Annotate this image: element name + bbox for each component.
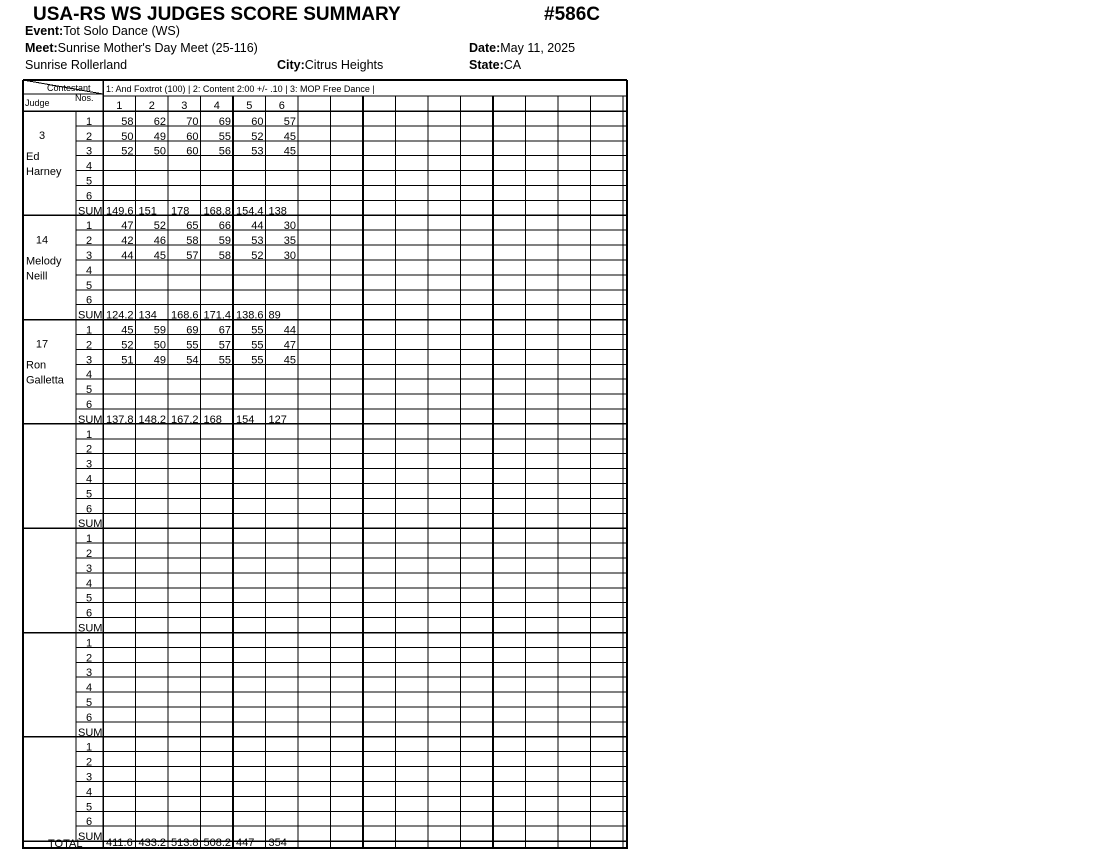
sum-cell: 127 <box>268 413 287 426</box>
contestant-number: 4 <box>213 100 220 112</box>
sum-cell: 138 <box>268 205 287 218</box>
rink-name: Sunrise Rollerland <box>25 58 128 72</box>
score-cell: 69 <box>218 115 231 128</box>
judge-first-name: Ron <box>26 359 47 372</box>
score-cell: 55 <box>251 354 264 367</box>
row-number: 2 <box>86 235 93 248</box>
score-cell: 45 <box>283 354 296 367</box>
total-cell: 411.6 <box>106 837 133 849</box>
score-cell: 70 <box>186 115 199 128</box>
contestant-number: 6 <box>278 100 285 112</box>
sum-cell: 154 <box>236 413 255 426</box>
contestant-number: 5 <box>246 100 253 112</box>
state-label: State: <box>469 58 504 72</box>
row-number: 1 <box>86 324 93 337</box>
row-number: 1 <box>86 741 93 754</box>
row-number: 5 <box>86 592 93 605</box>
judge-last-name: Harney <box>26 166 62 178</box>
row-number: 1 <box>86 115 93 128</box>
score-cell: 58 <box>218 250 231 262</box>
sum-cell: 151 <box>138 205 157 218</box>
score-cell: 52 <box>251 250 264 262</box>
score-cell: 58 <box>121 115 134 128</box>
judge-number: 14 <box>35 234 49 247</box>
score-cell: 30 <box>283 220 296 233</box>
row-number: 3 <box>86 354 93 367</box>
score-cell: 50 <box>153 339 166 352</box>
score-cell: 45 <box>153 250 166 262</box>
row-number: 4 <box>86 369 93 382</box>
city-label: City: <box>277 58 305 72</box>
judge-number: 17 <box>35 338 49 351</box>
row-number: 2 <box>86 339 93 352</box>
row-number: 2 <box>86 652 93 665</box>
total-cell: 354 <box>268 837 287 849</box>
row-number: 5 <box>86 801 93 814</box>
sum-cell: 167.2 <box>171 413 199 426</box>
score-cell: 56 <box>218 145 231 158</box>
meet-value: Sunrise Mother's Day Meet (25-116) <box>57 41 258 55</box>
score-cell: 57 <box>283 115 296 128</box>
corner-contestant-label: Contestant <box>47 83 91 93</box>
score-cell: 53 <box>251 145 264 158</box>
row-number: 6 <box>86 711 93 724</box>
score-cell: 57 <box>186 250 199 262</box>
judge-first-name: Melody <box>26 255 62 268</box>
event-label: Event: <box>25 24 64 38</box>
score-cell: 55 <box>251 324 264 337</box>
score-cell: 58 <box>186 235 199 248</box>
state-value: CA <box>503 58 522 72</box>
event-value: Tot Solo Dance (WS) <box>63 24 180 38</box>
sum-row-label: SUM <box>78 726 103 739</box>
sum-row-label: SUM <box>78 413 103 426</box>
row-number: 3 <box>86 145 93 158</box>
sum-cell: 168.8 <box>203 205 232 218</box>
score-cell: 44 <box>283 324 296 337</box>
row-number: 5 <box>86 697 93 709</box>
total-label: TOTAL <box>48 838 83 850</box>
score-cell: 54 <box>186 354 199 367</box>
row-number: 4 <box>86 786 93 799</box>
score-cell: 69 <box>186 324 199 337</box>
score-cell: 44 <box>121 250 134 262</box>
score-cell: 52 <box>153 220 166 233</box>
score-cell: 55 <box>251 339 264 352</box>
sum-cell: 134 <box>138 309 157 322</box>
sum-row-label: SUM <box>78 831 103 844</box>
row-number: 3 <box>86 250 93 262</box>
date-label: Date: <box>469 41 501 55</box>
row-number: 2 <box>86 443 93 456</box>
row-number: 4 <box>86 264 93 277</box>
judge-first-name: Ed <box>26 151 40 163</box>
total-cell: 508.2 <box>203 837 232 849</box>
row-number: 6 <box>86 294 93 307</box>
row-number: 3 <box>86 562 93 575</box>
row-number: 6 <box>86 607 93 620</box>
row-number: 6 <box>86 816 93 829</box>
row-number: 5 <box>86 384 93 397</box>
total-cell: 447 <box>236 837 255 849</box>
score-cell: 46 <box>153 235 166 248</box>
contestant-number: 3 <box>181 100 188 112</box>
sum-cell: 168 <box>203 413 222 426</box>
score-cell: 30 <box>283 250 296 262</box>
row-number: 3 <box>86 771 93 784</box>
row-number: 2 <box>86 130 93 143</box>
score-cell: 55 <box>186 339 199 352</box>
score-cell: 66 <box>218 220 231 233</box>
event-legend: 1: And Foxtrot (100) | 2: Content 2:00 +/- .10 | 3: MOP Free Dance | <box>106 84 375 94</box>
row-number: 4 <box>86 160 93 173</box>
date-value: May 11, 2025 <box>500 41 576 55</box>
score-cell: 55 <box>218 130 231 143</box>
row-number: 5 <box>86 175 93 188</box>
city-value: Citrus Heights <box>304 58 384 72</box>
score-cell: 45 <box>121 324 134 337</box>
score-cell: 47 <box>121 220 134 233</box>
score-cell: 60 <box>186 145 199 158</box>
sum-row-label: SUM <box>78 518 103 531</box>
score-cell: 35 <box>283 235 296 248</box>
sum-cell: 149.6 <box>106 205 134 218</box>
sum-row-label: SUM <box>78 622 103 635</box>
sum-cell: 124.2 <box>106 309 134 322</box>
score-cell: 52 <box>251 130 264 143</box>
row-number: 4 <box>86 577 93 590</box>
contestant-number: 2 <box>148 100 155 112</box>
row-number: 1 <box>86 220 93 233</box>
row-number: 6 <box>86 399 93 411</box>
row-number: 5 <box>86 279 93 292</box>
row-number: 1 <box>86 428 93 441</box>
contestant-number: 1 <box>116 100 123 112</box>
row-number: 4 <box>86 682 93 695</box>
judge-last-name: Neill <box>26 270 48 283</box>
score-cell: 52 <box>121 145 134 158</box>
score-cell: 45 <box>283 145 296 158</box>
row-number: 6 <box>86 190 93 203</box>
row-number: 5 <box>86 488 93 501</box>
score-cell: 65 <box>186 220 199 233</box>
score-cell: 52 <box>121 339 134 352</box>
row-number: 2 <box>86 756 93 769</box>
meet-label: Meet: <box>25 41 58 55</box>
row-number: 2 <box>86 548 93 560</box>
row-number: 6 <box>86 503 93 516</box>
score-cell: 60 <box>251 115 264 128</box>
sum-cell: 148.2 <box>138 413 167 426</box>
score-cell: 49 <box>153 130 166 143</box>
row-number: 3 <box>86 458 93 471</box>
row-number: 3 <box>86 667 93 680</box>
sum-cell: 168.6 <box>171 309 199 322</box>
judge-number: 3 <box>38 130 46 142</box>
sum-cell: 137.8 <box>106 413 134 426</box>
corner-judge-label: Judge <box>25 98 50 108</box>
sum-row-label: SUM <box>78 205 103 218</box>
sum-row-label: SUM <box>78 309 103 322</box>
row-number: 1 <box>86 637 93 650</box>
judge-last-name: Galletta <box>26 374 64 387</box>
sum-cell: 171.4 <box>203 309 232 322</box>
score-cell: 60 <box>186 130 199 143</box>
score-cell: 59 <box>218 235 231 248</box>
sum-cell: 138.6 <box>236 309 264 322</box>
sum-cell: 89 <box>268 309 281 322</box>
total-cell: 433.2 <box>138 837 167 849</box>
score-cell: 51 <box>121 354 134 367</box>
score-cell: 62 <box>153 115 166 128</box>
score-cell: 44 <box>251 220 264 233</box>
score-cell: 49 <box>153 354 166 367</box>
total-cell: 513.8 <box>171 837 199 849</box>
score-cell: 42 <box>121 235 134 248</box>
score-cell: 45 <box>283 130 296 143</box>
score-cell: 47 <box>283 339 296 352</box>
score-cell: 67 <box>218 324 231 337</box>
corner-nos-label: Nos. <box>75 93 94 103</box>
row-number: 4 <box>86 473 93 486</box>
score-cell: 57 <box>218 339 231 352</box>
score-cell: 50 <box>153 145 166 158</box>
score-cell: 53 <box>251 235 264 248</box>
score-cell: 50 <box>121 130 134 143</box>
sheet-number: #586C <box>544 4 600 25</box>
row-number: 1 <box>86 533 93 546</box>
sum-cell: 154.4 <box>236 205 264 218</box>
score-cell: 55 <box>218 354 231 367</box>
page-title: USA-RS WS JUDGES SCORE SUMMARY <box>33 4 401 25</box>
sum-cell: 178 <box>171 205 190 218</box>
score-cell: 59 <box>153 324 166 337</box>
